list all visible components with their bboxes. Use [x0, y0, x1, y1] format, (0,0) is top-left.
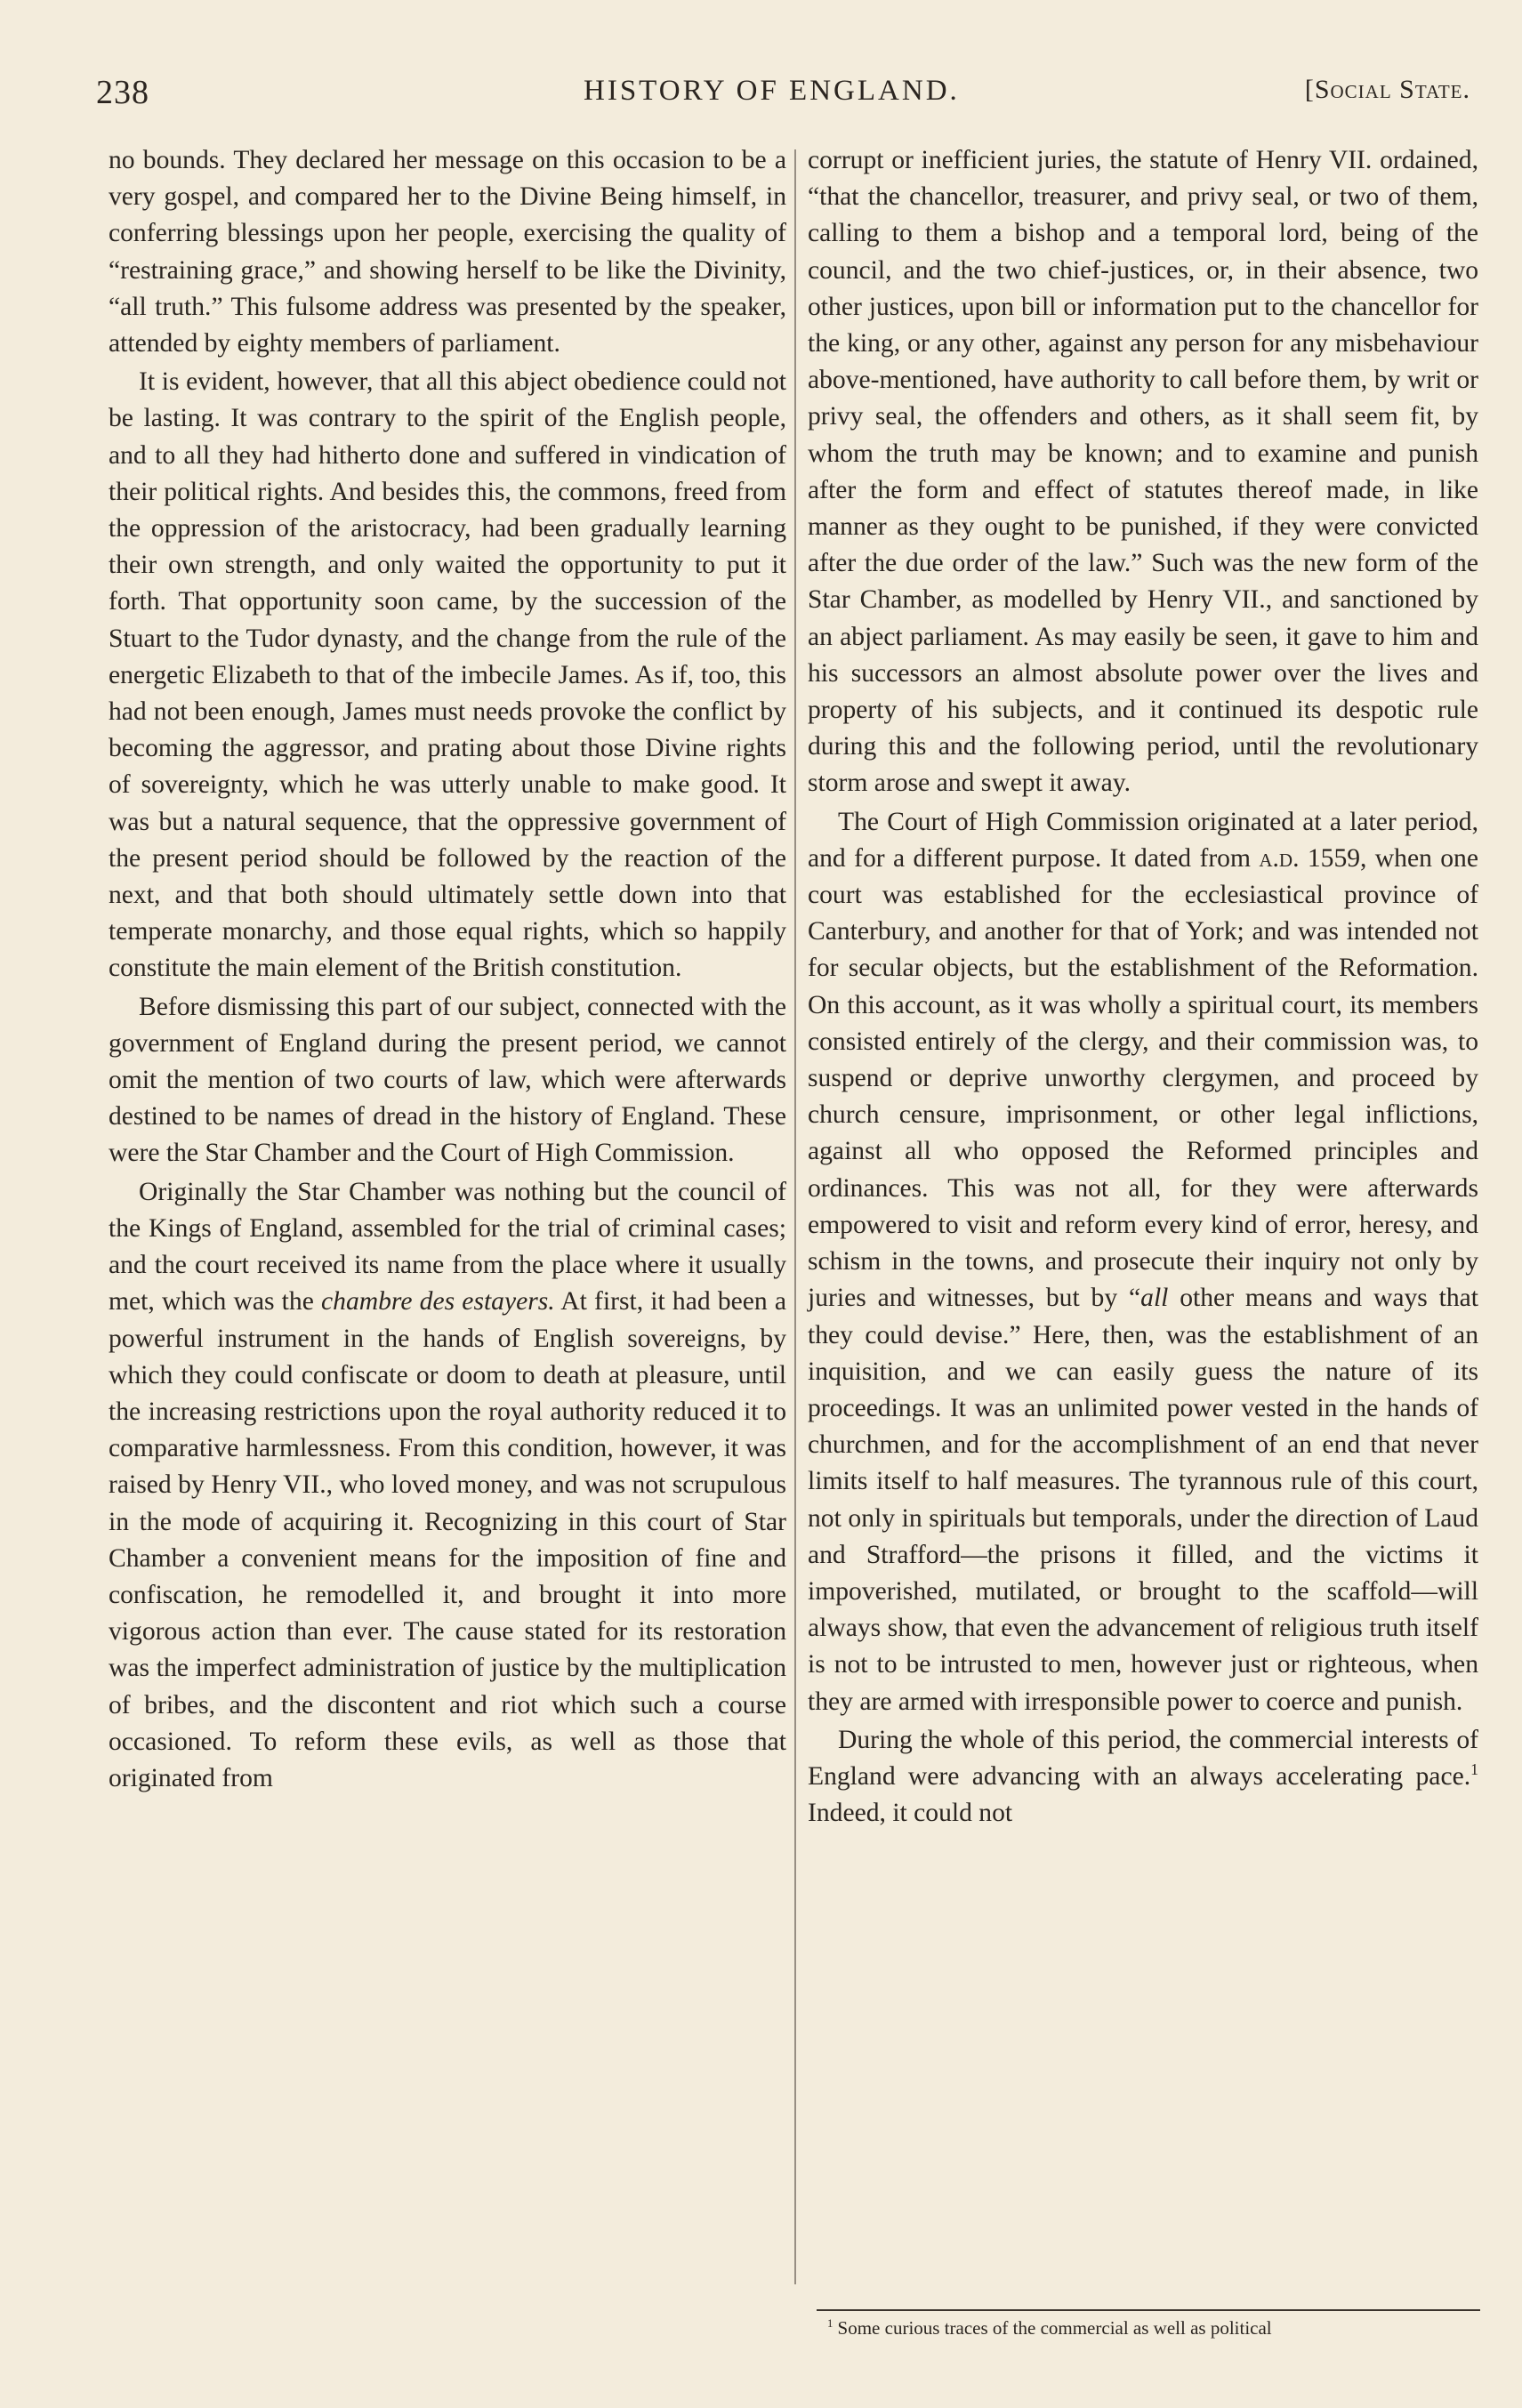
text-run: The Court of High Commission originated at a later period, and for a different purpose. It dated from [808, 807, 1478, 873]
text-run: 1559, when one court was established for the ecclesiastical province of Canterbury, and another for that of York; and was intended not for secular objects, but the establishment of the Reformation. On this account, as it was wholly a spiritual court, its members consisted entirely of the clergy, and their commission was, to suspend or deprive unworthy clergymen, and proceed by church censure, imprisonment, or other legal inflictions, against all who opposed the Reformed principles and ordinances. This was not all, for they were afterwards empowered to visit and reform every kind of error, heresy, and schism in the towns, and prosecute their inquiry not only by juries and witnesses, but by “ [808, 843, 1478, 1313]
era-abbreviation: a.d. [1259, 843, 1300, 873]
page-header [96, 73, 1476, 117]
paragraph [808, 804, 1478, 1720]
right-column [808, 142, 1478, 1832]
paragraph: It is evident, however, that all this abject obedience could not be lasting. It was contrary to the spirit of the English people, and to all they had hitherto done and suffered in vindication of their political rights. And besides this, the commons, freed from the oppression of the aristocracy, had been gradually learning their own strength, and only waited the opportunity to put it forth. That opportunity soon came, by the succession of the Stuart to the Tudor dynasty, and the change from the rule of the energetic Elizabeth to that of the imbecile James. As if, too, this had not been enough, James must needs provoke the conflict by becoming the aggressor, and prating about those Divine rights of sovereignty, which he was utterly unable to make good. It was but a natural sequence, that the oppressive government of the present period should be followed by the reaction of the next, and that both should ultimately settle down into that temperate monarchy, and those equal rights, which so happily constitute the main element of the British constitution. [109, 367, 786, 983]
section-label: [Social State. [1304, 75, 1470, 104]
column-divider [794, 149, 796, 2284]
text-run: Indeed, it could not [808, 1799, 1013, 1828]
footnote-reference[interactable]: 1 [1470, 1760, 1478, 1779]
paragraph [109, 1174, 786, 1797]
footnote [827, 2315, 1477, 2341]
text-run: Originally the Star Chamber was nothing but the council of the Kings of England, assembled for the trial of criminal cases; and the court received its name from the place where it usually met, which was the [109, 1177, 786, 1317]
paragraph: Before dismissing this part of our subject, connected with the government of England during the present period, we cannot omit the mention of two courts of law, which were afterwards destined to be names of dread in the history of England. These were the Star Chamber and the Court of High Commission. [109, 992, 786, 1168]
footnote-marker: 1 [827, 2317, 833, 2330]
page-number: 238 [96, 74, 149, 111]
text-run: other means and ways that they could devise.” Here, then, was the establishment of an inquisition, and we can easily guess the nature of its proceedings. It was an unlimited power vested in the hands of churchmen, and for the accomplishment of an end that never limits itself to half measures. The tyrannous rule of this court, not only in spirituals but temporals, under the direction of Laud and Strafford—the prisons it filled, and the victims it impoverished, mutilated, or brought to the scaffold—will always show, that even the advancement of religious truth itself is not to be intrusted to men, however just or righteous, when they are armed with irresponsible power to coerce and punish. [808, 1284, 1478, 1716]
paragraph: corrupt or inefficient juries, the statute of Henry VII. ordained, “that the chancellor, treasurer, and privy seal, or two of them, calling to them a bishop and a temporal lord, being of the council, and the two chief-justices, or, in their absence, two other justices, upon bill or information put to the chancellor for the king, or any other, against any person for any misbehaviour above-mentioned, have authority to call before them, by writ or privy seal, the offenders and others, as it shall seem fit, by whom the truth may be known; and to examine and punish after the form and effect of statutes thereof made, in like manner as they ought to be punished, if they were convicted after the due order of the law.” Such was the new form of the Star Chamber, as modelled by Henry VII., and sanctioned by an abject parliament. As may easily be seen, it gave to him and his successors an almost absolute power over the lives and property of his subjects, and it continued its despotic rule during this and the following period, until the revolutionary storm arose and swept it away. [808, 146, 1478, 798]
paragraph: no bounds. They declared her message on this occasion to be a very gospel, and compared her to the Divine Being himself, in conferring blessings upon her people, exercising the quality of “restraining grace,” and showing herself to be like the Divinity, “all truth.” This fulsome address was presented by the speaker, attended by eighty members of parliament. [109, 146, 786, 358]
footnote-text: Some curious traces of the commercial as well as political [837, 2317, 1272, 2339]
left-column [109, 142, 786, 1797]
text-run: At first, it had been a powerful instrument in the hands of English sovereigns, by which they could confiscate or doom to death at pleasure, until the increasing restrictions upon the royal authority reduced it to comparative harmlessness. From this condition, however, it was raised by Henry VII., who loved money, and was not scrupulous in the mode of acquiring it. Recognizing in this court of Star Chamber a convenient means for the imposition of fine and confiscation, he remodelled it, and brought it into more vigorous action than ever. The cause stated for its restoration was the imperfect administration of justice by the multiplication of bribes, and the discontent and riot which such a course occasioned. To reform these evils, as well as those that originated from [109, 1287, 787, 1792]
paragraph [808, 1722, 1478, 1832]
italic-term: all [1140, 1284, 1169, 1313]
text-run: During the whole of this period, the commercial interests of England were advancing with an always accelerating pace. [808, 1725, 1478, 1791]
running-title: HISTORY OF ENGLAND. [584, 75, 960, 107]
footnote-rule [817, 2309, 1480, 2311]
italic-term: chambre des estayers. [321, 1287, 555, 1317]
